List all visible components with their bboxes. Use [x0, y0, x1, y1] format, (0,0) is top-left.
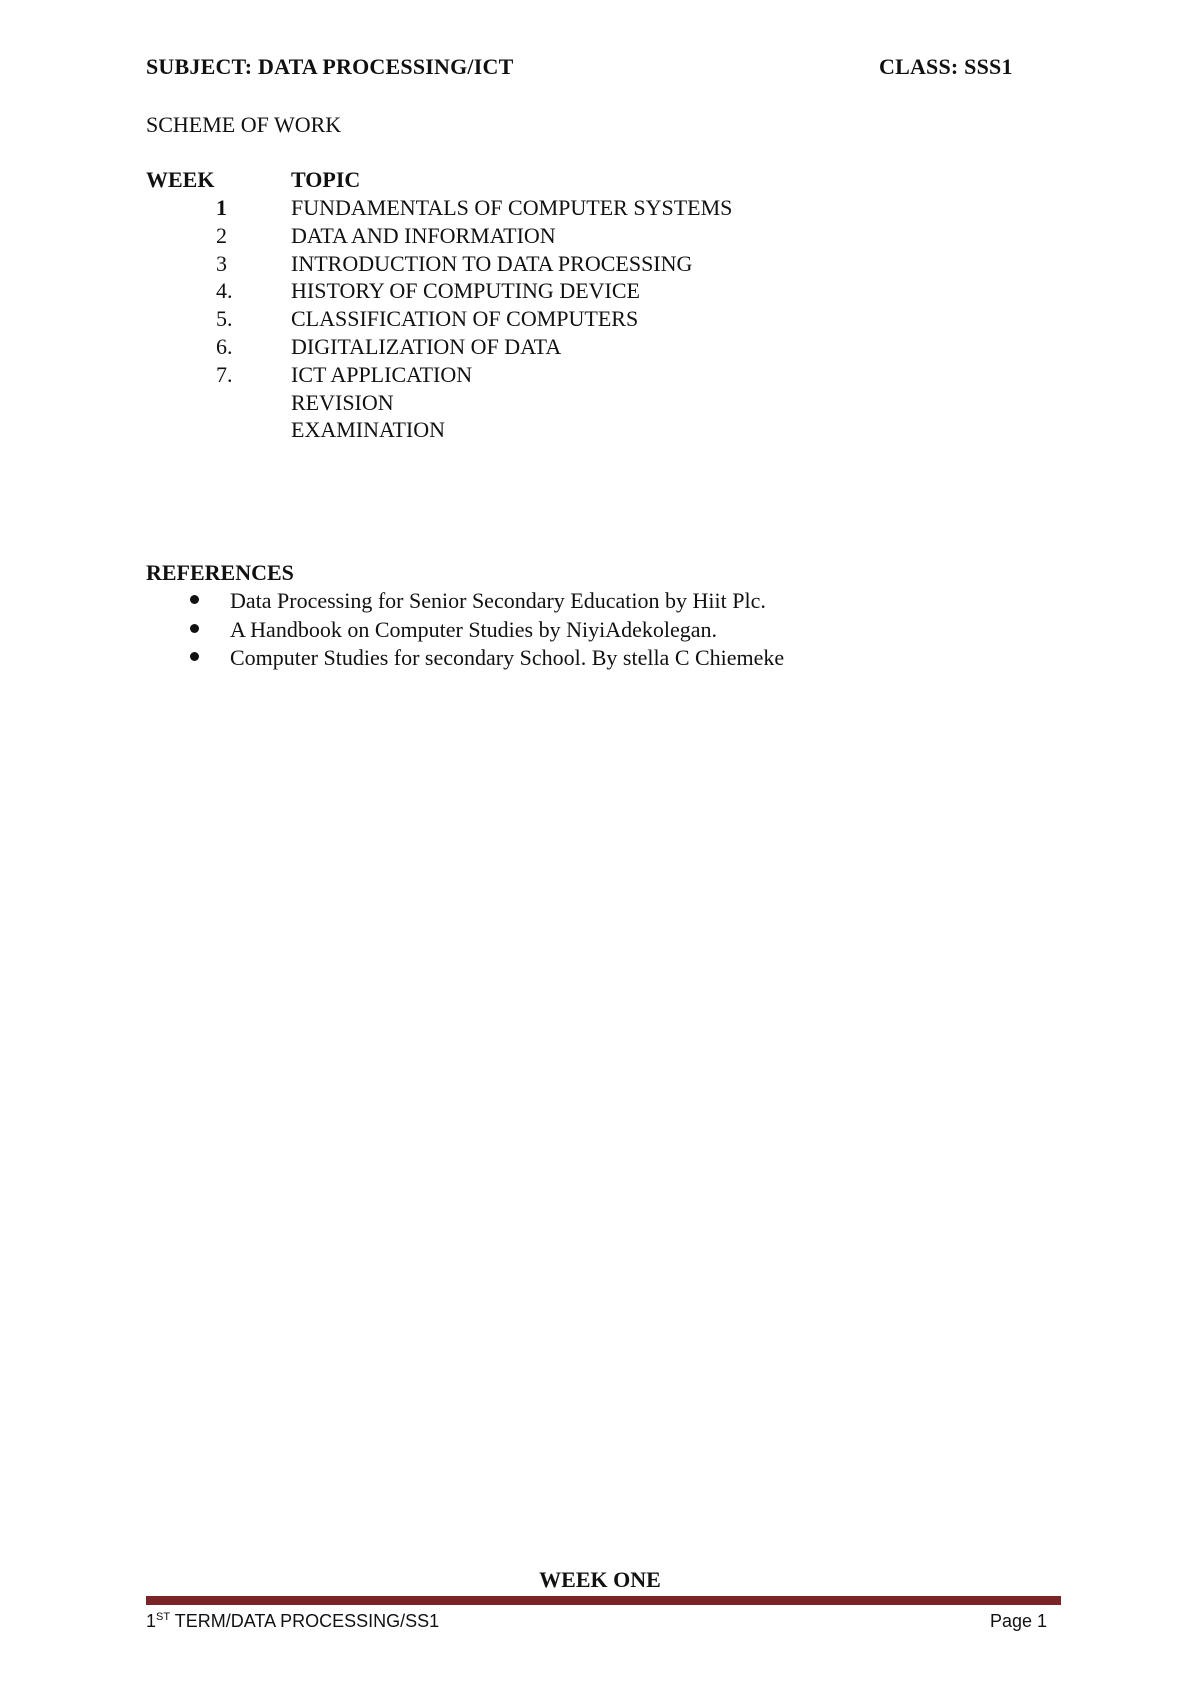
list-item	[146, 617, 946, 646]
table-row	[146, 417, 846, 445]
table-row	[146, 362, 846, 390]
page-number: Page 1	[990, 1611, 1048, 1631]
list-item	[146, 645, 946, 674]
week-topic: EXAMINATION	[291, 417, 445, 443]
reference-text: Data Processing for Senior Secondary Education by Hiit Plc.	[230, 588, 766, 613]
week-number: 3	[216, 250, 227, 276]
topic-column-header: TOPIC	[291, 167, 361, 192]
week-number: 2	[216, 222, 227, 248]
reference-text: A Handbook on Computer Studies by NiyiAdekolegan.	[230, 616, 718, 642]
references-list	[146, 588, 946, 674]
week-number: 1	[216, 195, 227, 220]
subject-label: SUBJECT: DATA PROCESSING/ICT	[146, 54, 514, 79]
footer-term-suffix: ST	[156, 1611, 171, 1623]
week-topic: ICT APPLICATION	[291, 361, 473, 387]
class-label: CLASS: SSS1	[879, 54, 1013, 79]
week-topic: DIGITALIZATION OF DATA	[291, 333, 562, 359]
week-number: 5.	[216, 306, 233, 332]
week-topic: REVISION	[291, 389, 394, 415]
bullet-icon	[190, 652, 199, 661]
table-row	[146, 251, 846, 279]
scheme-title: SCHEME OF WORK	[146, 112, 342, 137]
references-title: REFERENCES	[146, 560, 294, 585]
footer-term-number: 1	[146, 1611, 157, 1631]
reference-text: Computer Studies for secondary School. By stella C Chiemeke	[230, 645, 785, 670]
table-row	[146, 306, 846, 334]
table-row	[146, 195, 846, 223]
bullet-icon	[190, 595, 199, 604]
table-row	[146, 223, 846, 251]
week-number: 4.	[216, 278, 233, 304]
week-number: 7.	[216, 361, 233, 387]
week-topic: DATA AND INFORMATION	[291, 222, 556, 248]
week-topic: FUNDAMENTALS OF COMPUTER SYSTEMS	[291, 195, 733, 220]
next-section-heading: WEEK ONE	[539, 1567, 661, 1592]
table-row	[146, 334, 846, 362]
week-column-header: WEEK	[146, 167, 215, 192]
list-item	[146, 588, 946, 617]
week-topic: HISTORY OF COMPUTING DEVICE	[291, 278, 640, 304]
bullet-icon	[190, 624, 199, 633]
table-row	[146, 390, 846, 418]
table-row	[146, 278, 846, 306]
week-topic: INTRODUCTION TO DATA PROCESSING	[291, 250, 693, 276]
footer-divider	[146, 1596, 1061, 1605]
scheme-table	[146, 195, 846, 445]
footer-term-label	[146, 1611, 439, 1632]
footer-term-text: TERM/DATA PROCESSING/SS1	[170, 1611, 440, 1631]
week-topic: CLASSIFICATION OF COMPUTERS	[291, 306, 639, 332]
week-number: 6.	[216, 333, 233, 359]
